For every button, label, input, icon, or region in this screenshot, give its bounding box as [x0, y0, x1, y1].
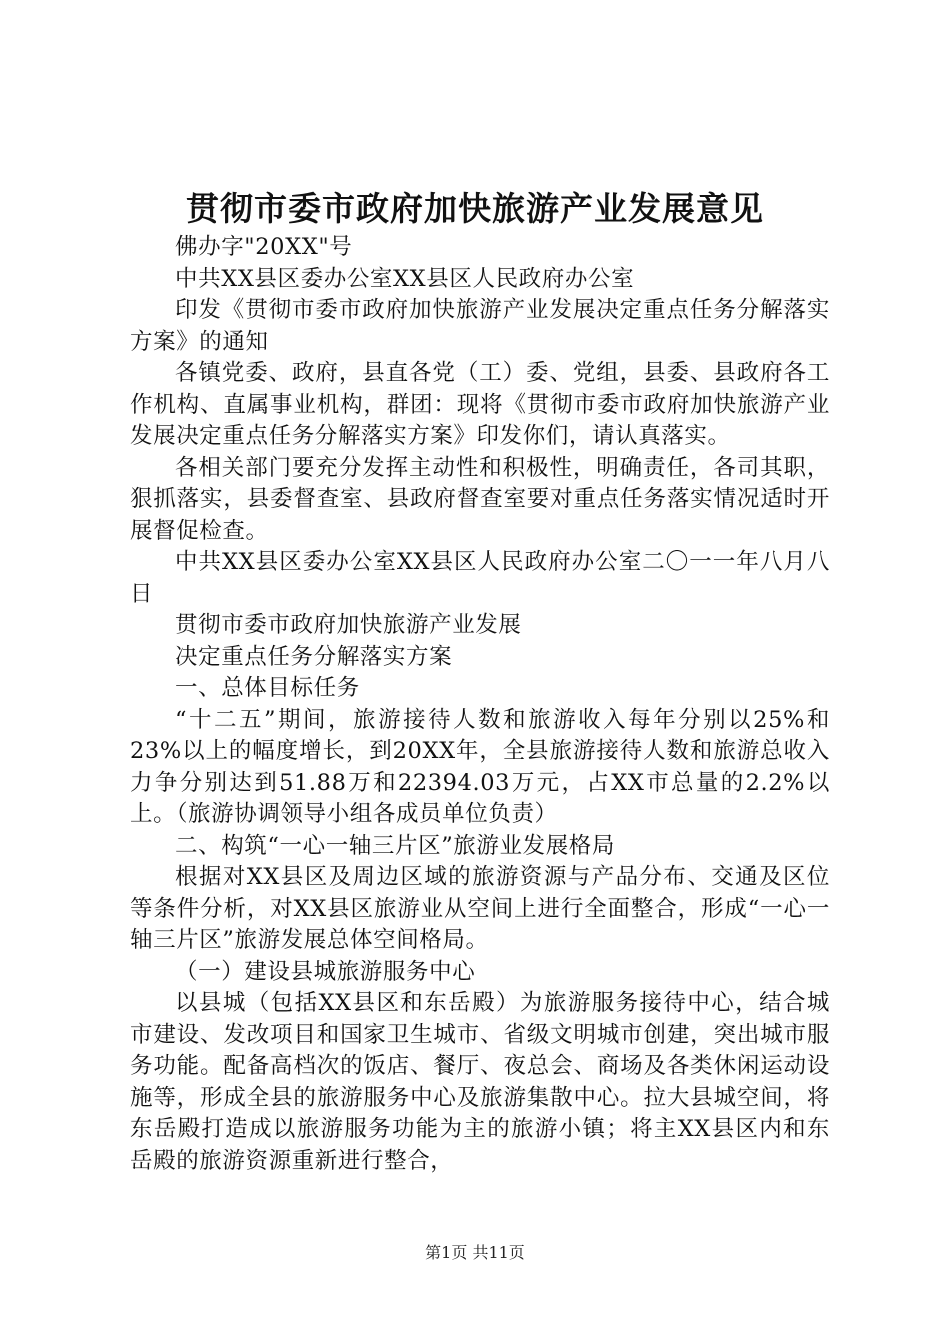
plan-title-line-1: 贯彻市委市政府加快旅游产业发展 [175, 612, 522, 638]
plan-title-line-2: 决定重点任务分解落实方案 [175, 643, 453, 670]
body-paragraph: “十二五”期间，旅游接待人数和旅游收入每年分别以25%和23%以上的幅度增长，到20XX年，全县旅游接待人数和旅游总收入力争分别达到51.88万和22394.03万元，占XX市总量的2.2%以上。（旅游协调领导小组各成员单位负责） [130, 706, 830, 827]
section-heading: 二、构筑“一心一轴三片区”旅游业发展格局 [175, 832, 616, 859]
signature-date: 中共XX县区委办公室XX县区人民政府办公室二〇一一年八月八日 [130, 549, 830, 607]
document-title: 贯彻市委市政府加快旅游产业发展意见 [186, 189, 764, 228]
body-paragraph: 各相关部门要充分发挥主动性和积极性，明确责任，各司其职，狠抓落实，县委督查室、县政府督查室要对重点任务落实情况适时开展督促检查。 [130, 454, 830, 544]
body-paragraph: 各镇党委、政府，县直各党（工）委、党组，县委、县政府各工作机构、直属事业机构，群团：现将《贯彻市委市政府加快旅游产业发展决定重点任务分解落实方案》印发你们，请认真落实。 [130, 360, 830, 449]
body-paragraph: 以县城（包括XX县区和东岳殿）为旅游服务接待中心，结合城市建设、发改项目和国家卫生城市、省级文明城市创建，突出城市服务功能。配备高档次的饭店、餐厅、夜总会、商场及各类休闲运动设施等，形成全县的旅游服务中心及旅游集散中心。拉大县城空间，将东岳殿打造成以旅游服务功能为主的旅游小镇；将主XX县区内和东岳殿的旅游资源重新进行整合， [130, 990, 830, 1174]
page-footer: 第1页 共11页 [425, 1243, 525, 1262]
subsection-heading: （一）建设县城旅游服务中心 [175, 958, 476, 985]
body-paragraph: 根据对XX县区及周边区域的旅游资源与产品分布、交通及区位等条件分析，对XX县区旅游业从空间上进行全面整合，形成“一心一轴三片区”旅游发展总体空间格局。 [130, 864, 830, 953]
document-number: 佛办字"20XX"号 [175, 234, 353, 260]
notice-heading: 印发《贯彻市委市政府加快旅游产业发展决定重点任务分解落实方案》的通知 [130, 297, 830, 355]
section-heading: 一、总体目标任务 [175, 675, 360, 701]
issuing-office: 中共XX县区委办公室XX县区人民政府办公室 [175, 265, 635, 292]
document-body [130, 232, 830, 1177]
